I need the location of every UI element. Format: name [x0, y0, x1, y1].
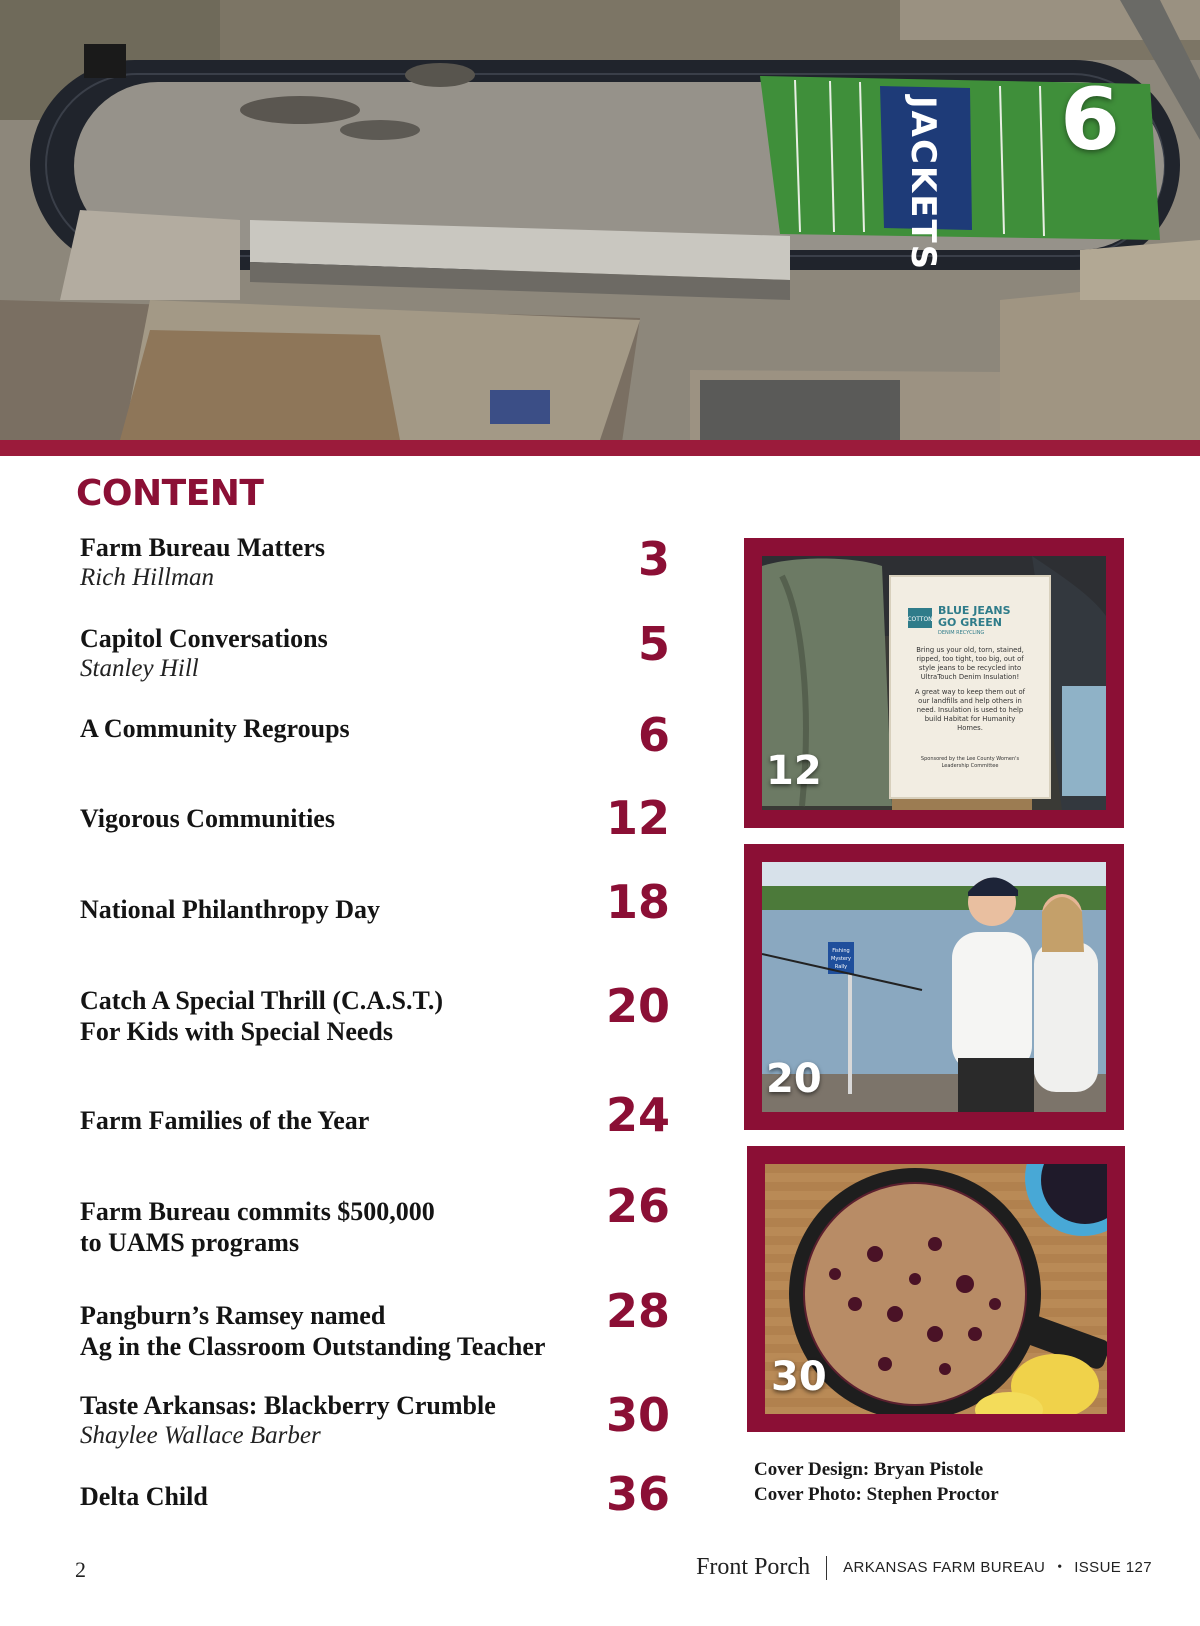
- toc-entry[interactable]: [80, 532, 670, 593]
- footer-divider: [826, 1556, 827, 1580]
- toc-author: Rich Hillman: [80, 564, 215, 591]
- toc-title: Catch A Special Thrill (C.A.S.T.): [80, 986, 444, 1015]
- toc-entry[interactable]: [80, 1284, 670, 1362]
- photo-card-crumble[interactable]: [747, 1146, 1125, 1432]
- photo-page-number: 20: [766, 1056, 822, 1102]
- footer-masthead: [696, 1554, 1152, 1581]
- organization-name: ARKANSAS FARM BUREAU: [843, 1559, 1046, 1576]
- toc-title: A Community Regroups: [80, 714, 350, 743]
- sign-footer-line: Sponsored by the Lee County Women's: [920, 756, 1020, 762]
- tornado-damage-aerial-illustration: [0, 0, 1200, 456]
- sign-brand-line1: BLUE JEANS: [938, 604, 1011, 617]
- toc-title: Taste Arkansas: Blackberry Crumble: [80, 1391, 496, 1420]
- issue-number: ISSUE 127: [1074, 1559, 1152, 1576]
- cover-photo-credit: Cover Photo: Stephen Proctor: [754, 1484, 999, 1505]
- toc-title: Farm Bureau Matters: [80, 533, 326, 562]
- toc-title-line2: to UAMS programs: [80, 1228, 300, 1257]
- toc-page-number: 26: [605, 1179, 670, 1233]
- toc-author: Stanley Hill: [80, 655, 199, 682]
- toc-title-line2: Ag in the Classroom Outstanding Teacher: [80, 1332, 546, 1361]
- sign-brand-sub: DENIM RECYCLING: [938, 630, 985, 636]
- sign-footer-line: Leadership Committee: [941, 763, 999, 769]
- cover-aerial-photo: [0, 0, 1200, 456]
- toc-title: Vigorous Communities: [80, 804, 335, 833]
- toc-page-number: 18: [605, 875, 670, 929]
- sign-body-line: need. Insulation is used to help: [916, 706, 1024, 714]
- toc-entry[interactable]: [80, 1088, 670, 1142]
- sign-body-line: style jeans to be recycled into: [918, 664, 1022, 672]
- sign-body-line: Homes.: [957, 724, 983, 732]
- toc-page-number: 3: [637, 532, 670, 586]
- toc-entry[interactable]: [80, 875, 670, 929]
- cover-credits: [754, 1457, 999, 1507]
- photo-page-number: 12: [766, 748, 822, 794]
- photo-card-blue-jeans[interactable]: [744, 538, 1124, 828]
- footer-bullet: •: [1057, 1559, 1063, 1575]
- sign-body-line: ripped, too tight, too big, out of: [916, 655, 1024, 663]
- post-sign-line: Mystery: [831, 956, 851, 962]
- footer-page-number: 2: [75, 1557, 86, 1582]
- toc-title: Delta Child: [80, 1482, 208, 1511]
- toc-page-number: 28: [605, 1284, 670, 1338]
- photo-card-fishing[interactable]: [744, 844, 1124, 1130]
- sign-body-line: build Habitat for Humanity: [924, 715, 1016, 723]
- toc-entry[interactable]: [80, 708, 670, 762]
- toc-title: National Philanthropy Day: [80, 895, 381, 924]
- cover-design-credit: Cover Design: Bryan Pistole: [754, 1459, 984, 1480]
- post-sign-line: Fishing: [832, 948, 850, 954]
- toc-author: Shaylee Wallace Barber: [80, 1422, 321, 1449]
- toc-entry[interactable]: [80, 617, 670, 684]
- photo-page-number: 30: [771, 1354, 827, 1400]
- sign-body-line: Bring us your old, torn, stained,: [916, 646, 1024, 654]
- toc-entry[interactable]: [80, 1467, 670, 1521]
- toc-page-number: 12: [605, 791, 670, 845]
- toc-entry[interactable]: [80, 979, 670, 1047]
- sign-body-line: UltraTouch Denim Insulation!: [920, 673, 1020, 681]
- toc-page-number: 5: [637, 617, 670, 671]
- toc-title: Pangburn’s Ramsey named: [80, 1301, 386, 1330]
- post-sign-line: Rally: [834, 964, 848, 970]
- toc-page-number: 20: [605, 979, 670, 1033]
- sign-logo-text: COTTON: [907, 616, 933, 623]
- toc-title: Capitol Conversations: [80, 624, 328, 653]
- toc-page-number: 24: [605, 1088, 670, 1142]
- toc-entry[interactable]: [80, 1179, 670, 1258]
- toc-entry[interactable]: [80, 791, 670, 845]
- toc-title: Farm Families of the Year: [80, 1106, 370, 1135]
- sign-brand-line2: GO GREEN: [938, 616, 1002, 629]
- sign-body-line: our landfills and help others in: [918, 697, 1022, 705]
- sign-body-line: A great way to keep them out of: [914, 688, 1026, 696]
- contents-heading: CONTENT: [76, 473, 264, 514]
- publication-name: Front Porch: [696, 1554, 811, 1580]
- hero-accent-band: [0, 440, 1200, 456]
- toc-page-number: 36: [605, 1467, 670, 1521]
- field-endzone-text: JACKETS: [903, 96, 943, 272]
- toc-page-number: 30: [605, 1388, 670, 1442]
- toc-page-number: 6: [637, 708, 670, 762]
- toc-title: Farm Bureau commits $500,000: [80, 1197, 435, 1226]
- hero-page-number: 6: [1060, 70, 1120, 170]
- toc-entry[interactable]: [80, 1390, 670, 1451]
- toc-title-line2: For Kids with Special Needs: [80, 1017, 393, 1046]
